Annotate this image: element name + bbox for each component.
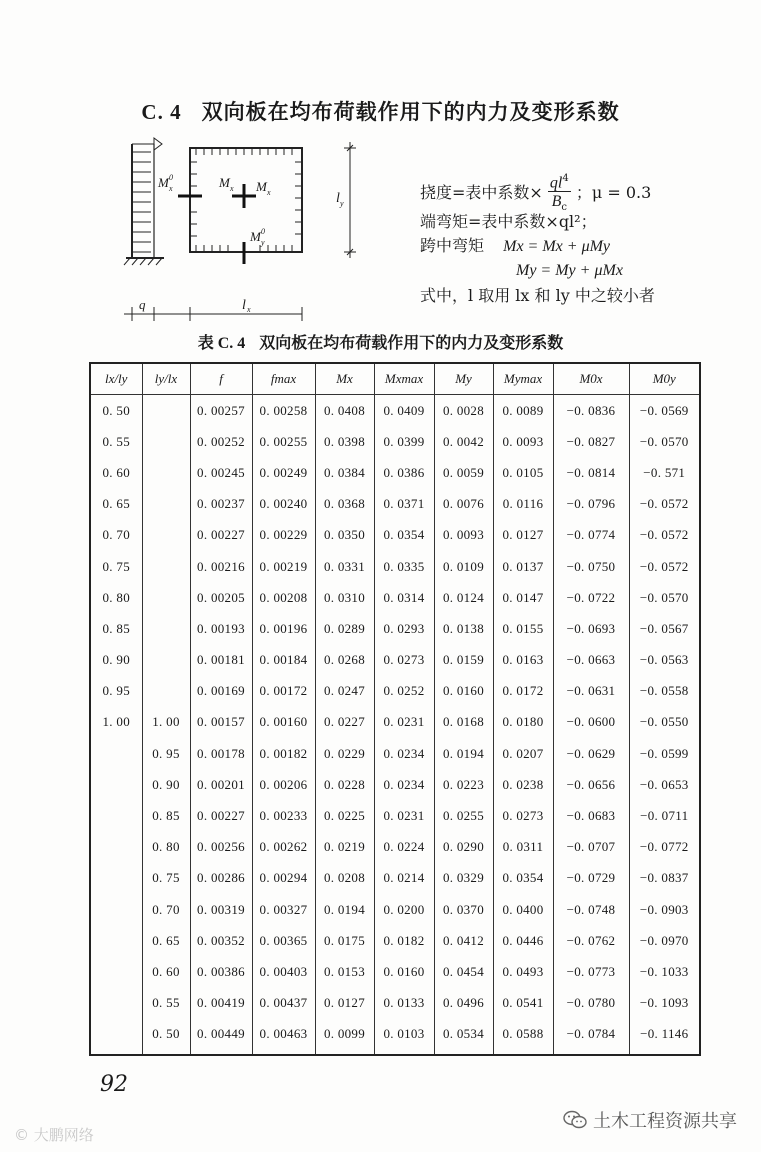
cell-my0: −0. 0837: [629, 863, 700, 894]
cell-mx0: −0. 0663: [553, 645, 629, 676]
cell-mx: 0. 0289: [315, 613, 374, 644]
cell-mxmax: 0. 0252: [374, 676, 434, 707]
cell-ly-lx: [142, 426, 190, 457]
cell-mymax: 0. 0273: [493, 800, 553, 831]
table-title: 双向板在均布荷载作用下的内力及变形系数: [259, 333, 564, 352]
cell-my: 0. 0042: [434, 426, 493, 457]
cell-my: 0. 0076: [434, 489, 493, 520]
cell-f: 0. 00227: [190, 800, 252, 831]
cell-mx: 0. 0227: [315, 707, 374, 738]
formula-end-moment: 端弯矩=表中系数×ql²；: [420, 212, 597, 231]
cell-my0: −0. 1146: [629, 1019, 700, 1055]
cell-my0: −0. 0903: [629, 894, 700, 925]
cell-mymax: 0. 0446: [493, 925, 553, 956]
cell-ly-lx: 0. 50: [142, 1019, 190, 1055]
cell-mx: 0. 0219: [315, 832, 374, 863]
cell-ly-lx: [142, 676, 190, 707]
label-lx-sub: x: [247, 305, 251, 314]
label-ly-sub: y: [340, 199, 344, 208]
header-mxmax: Mxmax: [374, 363, 434, 395]
header-f: f: [190, 363, 252, 395]
table-number: 表 C. 4: [197, 335, 246, 352]
cell-my: 0. 0454: [434, 956, 493, 987]
label-my0-sup: 0: [261, 227, 265, 236]
cell-mxmax: 0. 0386: [374, 457, 434, 488]
cell-my: 0. 0255: [434, 800, 493, 831]
cell-my: 0. 0168: [434, 707, 493, 738]
cell-mxmax: 0. 0354: [374, 520, 434, 551]
cell-mxmax: 0. 0200: [374, 894, 434, 925]
cell-mymax: 0. 0147: [493, 582, 553, 613]
cell-mx: 0. 0368: [315, 489, 374, 520]
cell-my: 0. 0290: [434, 832, 493, 863]
cell-fmax: 0. 00294: [252, 863, 315, 894]
table-row: [90, 395, 700, 427]
cell-my: 0. 0124: [434, 582, 493, 613]
formula-midspan-x: [420, 236, 610, 257]
label-mx0-sub: x: [169, 184, 173, 193]
cell-f: 0. 00193: [190, 613, 252, 644]
cell-my0: −0. 0569: [629, 395, 700, 427]
cell-my: 0. 0412: [434, 925, 493, 956]
cell-lx-ly: 0. 70: [90, 520, 142, 551]
cell-lx-ly: [90, 769, 142, 800]
cell-f: 0. 00319: [190, 894, 252, 925]
header-mx0: M0x: [553, 363, 629, 395]
cell-ly-lx: [142, 489, 190, 520]
cell-fmax: 0. 00403: [252, 956, 315, 987]
label-lx: l: [242, 298, 246, 313]
header-fmax: fmax: [252, 363, 315, 395]
cell-mx: 0. 0208: [315, 863, 374, 894]
cell-ly-lx: 0. 65: [142, 925, 190, 956]
cell-my0: −0. 1033: [629, 956, 700, 987]
cell-my: 0. 0159: [434, 645, 493, 676]
cell-ly-lx: 0. 60: [142, 956, 190, 987]
cell-lx-ly: 0. 90: [90, 645, 142, 676]
cell-fmax: 0. 00327: [252, 894, 315, 925]
cell-mxmax: 0. 0182: [374, 925, 434, 956]
cell-mymax: 0. 0180: [493, 707, 553, 738]
cell-mx0: −0. 0774: [553, 520, 629, 551]
cell-f: 0. 00449: [190, 1019, 252, 1055]
cell-mymax: 0. 0093: [493, 426, 553, 457]
label-my0: M: [250, 229, 261, 244]
cell-fmax: 0. 00208: [252, 582, 315, 613]
source-watermark: © 大鹏网络: [14, 1126, 94, 1144]
cell-f: 0. 00157: [190, 707, 252, 738]
label-ly: l: [336, 191, 340, 206]
cell-my0: −0. 0572: [629, 489, 700, 520]
cell-mx0: −0. 0750: [553, 551, 629, 582]
cell-lx-ly: 0. 80: [90, 582, 142, 613]
cell-fmax: 0. 00219: [252, 551, 315, 582]
cell-mxmax: 0. 0314: [374, 582, 434, 613]
cell-mymax: 0. 0493: [493, 956, 553, 987]
cell-fmax: 0. 00160: [252, 707, 315, 738]
cell-my0: −0. 0653: [629, 769, 700, 800]
cell-my: 0. 0160: [434, 676, 493, 707]
label-mx: M: [219, 175, 230, 190]
cell-mx: 0. 0310: [315, 582, 374, 613]
load-diagram: [124, 138, 164, 265]
cell-f: 0. 00237: [190, 489, 252, 520]
cell-mx0: −0. 0748: [553, 894, 629, 925]
plate-outline: [190, 148, 302, 252]
cell-f: 0. 00252: [190, 426, 252, 457]
cell-lx-ly: [90, 894, 142, 925]
cell-my: 0. 0194: [434, 738, 493, 769]
formula-note: 式中，l 取用 lx 和 ly 中之较小者: [420, 286, 655, 305]
fraction-denominator: B: [551, 193, 562, 211]
cell-my0: −0. 0567: [629, 613, 700, 644]
cell-fmax: 0. 00184: [252, 645, 315, 676]
cell-f: 0. 00256: [190, 832, 252, 863]
cell-my0: −0. 0599: [629, 738, 700, 769]
table-row: [90, 894, 700, 925]
table-row: [90, 426, 700, 457]
cell-mx: 0. 0153: [315, 956, 374, 987]
table-row: [90, 551, 700, 582]
cell-ly-lx: 0. 70: [142, 894, 190, 925]
cell-lx-ly: [90, 800, 142, 831]
table-row: [90, 676, 700, 707]
header-lx-ly: lx/ly: [90, 363, 142, 395]
cell-my: 0. 0223: [434, 769, 493, 800]
cell-my0: −0. 0550: [629, 707, 700, 738]
cell-fmax: 0. 00206: [252, 769, 315, 800]
cell-mxmax: 0. 0409: [374, 395, 434, 427]
cell-mymax: 0. 0089: [493, 395, 553, 427]
cell-mymax: 0. 0163: [493, 645, 553, 676]
cell-fmax: 0. 00196: [252, 613, 315, 644]
brand-watermark: [563, 1107, 737, 1133]
cell-mx0: −0. 0762: [553, 925, 629, 956]
cell-lx-ly: 0. 85: [90, 613, 142, 644]
cell-my: 0. 0059: [434, 457, 493, 488]
cell-f: 0. 00205: [190, 582, 252, 613]
cell-mx: 0. 0331: [315, 551, 374, 582]
cell-fmax: 0. 00229: [252, 520, 315, 551]
table-header-row: [90, 363, 700, 395]
deflection-fraction: [548, 170, 571, 217]
cell-mx0: −0. 0814: [553, 457, 629, 488]
cell-f: 0. 00181: [190, 645, 252, 676]
cell-my: 0. 0109: [434, 551, 493, 582]
cell-mxmax: 0. 0335: [374, 551, 434, 582]
section-title: [0, 96, 761, 126]
cell-f: 0. 00178: [190, 738, 252, 769]
cell-my0: −0. 1093: [629, 988, 700, 1019]
cell-mx0: −0. 0773: [553, 956, 629, 987]
section-heading: 双向板在均布荷载作用下的内力及变形系数: [201, 100, 620, 124]
header-my: My: [434, 363, 493, 395]
cell-mx: 0. 0127: [315, 988, 374, 1019]
cell-mx: 0. 0268: [315, 645, 374, 676]
cell-f: 0. 00419: [190, 988, 252, 1019]
label-mx0-sup: 0: [169, 173, 173, 182]
table-row: [90, 707, 700, 738]
cell-f: 0. 00227: [190, 520, 252, 551]
cell-f: 0. 00216: [190, 551, 252, 582]
cell-my0: −0. 0970: [629, 925, 700, 956]
cell-my0: −0. 0558: [629, 676, 700, 707]
cell-mx0: −0. 0836: [553, 395, 629, 427]
cell-lx-ly: [90, 832, 142, 863]
table-row: [90, 832, 700, 863]
cell-mxmax: 0. 0133: [374, 988, 434, 1019]
cell-mxmax: 0. 0160: [374, 956, 434, 987]
cell-mx: 0. 0175: [315, 925, 374, 956]
cell-my: 0. 0093: [434, 520, 493, 551]
cell-fmax: 0. 00463: [252, 1019, 315, 1055]
cell-mx: 0. 0099: [315, 1019, 374, 1055]
cell-ly-lx: 0. 85: [142, 800, 190, 831]
cell-my0: −0. 0711: [629, 800, 700, 831]
cell-mx: 0. 0247: [315, 676, 374, 707]
cell-my: 0. 0028: [434, 395, 493, 427]
formula-deflection: [420, 170, 651, 217]
table-row: [90, 489, 700, 520]
cell-mxmax: 0. 0371: [374, 489, 434, 520]
label-mx0: M: [158, 175, 169, 190]
cell-my0: −0. 0572: [629, 551, 700, 582]
cell-mxmax: 0. 0293: [374, 613, 434, 644]
cell-mx0: −0. 0600: [553, 707, 629, 738]
cell-my: 0. 0138: [434, 613, 493, 644]
cell-lx-ly: 0. 75: [90, 551, 142, 582]
table-row: [90, 800, 700, 831]
cell-mymax: 0. 0127: [493, 520, 553, 551]
cell-ly-lx: [142, 645, 190, 676]
header-my0: M0y: [629, 363, 700, 395]
fraction-denominator-sub: c: [561, 202, 568, 214]
cell-mxmax: 0. 0231: [374, 707, 434, 738]
cell-my: 0. 0534: [434, 1019, 493, 1055]
table-row: [90, 1019, 700, 1055]
cell-mx: 0. 0229: [315, 738, 374, 769]
cell-my: 0. 0496: [434, 988, 493, 1019]
cell-f: 0. 00386: [190, 956, 252, 987]
cell-mx: 0. 0225: [315, 800, 374, 831]
table-row: [90, 988, 700, 1019]
cell-mxmax: 0. 0214: [374, 863, 434, 894]
cell-mx0: −0. 0631: [553, 676, 629, 707]
cell-my: 0. 0370: [434, 894, 493, 925]
cell-lx-ly: [90, 925, 142, 956]
cell-lx-ly: 0. 95: [90, 676, 142, 707]
cell-mx0: −0. 0722: [553, 582, 629, 613]
table-row: [90, 863, 700, 894]
cell-fmax: 0. 00249: [252, 457, 315, 488]
cell-lx-ly: 0. 50: [90, 395, 142, 427]
cell-mymax: 0. 0541: [493, 988, 553, 1019]
cell-ly-lx: 0. 90: [142, 769, 190, 800]
cell-fmax: 0. 00365: [252, 925, 315, 956]
cell-mx0: −0. 0683: [553, 800, 629, 831]
cell-mx: 0. 0194: [315, 894, 374, 925]
cell-my0: −0. 0772: [629, 832, 700, 863]
cell-my0: −0. 0563: [629, 645, 700, 676]
table-row: [90, 956, 700, 987]
table-row: [90, 520, 700, 551]
cell-mx: 0. 0228: [315, 769, 374, 800]
cell-mx0: −0. 0693: [553, 613, 629, 644]
cell-mxmax: 0. 0103: [374, 1019, 434, 1055]
header-mx: Mx: [315, 363, 374, 395]
cell-mxmax: 0. 0234: [374, 769, 434, 800]
cell-mymax: 0. 0207: [493, 738, 553, 769]
cell-fmax: 0. 00233: [252, 800, 315, 831]
cell-mx: 0. 0350: [315, 520, 374, 551]
cell-mymax: 0. 0137: [493, 551, 553, 582]
cell-lx-ly: 0. 65: [90, 489, 142, 520]
wechat-icon: [563, 1109, 587, 1131]
label-mx-right: M: [256, 179, 267, 194]
table-row: [90, 738, 700, 769]
table-row: [90, 457, 700, 488]
cell-fmax: 0. 00240: [252, 489, 315, 520]
cell-mymax: 0. 0105: [493, 457, 553, 488]
cell-mx0: −0. 0784: [553, 1019, 629, 1055]
cell-mx0: −0. 0827: [553, 426, 629, 457]
page-number: 92: [100, 1072, 128, 1097]
cell-fmax: 0. 00258: [252, 395, 315, 427]
cell-fmax: 0. 00437: [252, 988, 315, 1019]
cell-mymax: 0. 0588: [493, 1019, 553, 1055]
cell-mx0: −0. 0796: [553, 489, 629, 520]
cell-lx-ly: [90, 988, 142, 1019]
cell-f: 0. 00169: [190, 676, 252, 707]
cell-my0: −0. 0572: [629, 520, 700, 551]
brand-name: 土木工程资源共享: [593, 1111, 737, 1132]
cell-mymax: 0. 0155: [493, 613, 553, 644]
label-my0-sub: y: [261, 238, 265, 247]
cell-mx0: −0. 0629: [553, 738, 629, 769]
cell-mx0: −0. 0656: [553, 769, 629, 800]
table-caption: [0, 330, 761, 353]
cell-mx: 0. 0384: [315, 457, 374, 488]
cell-mx: 0. 0408: [315, 395, 374, 427]
cell-ly-lx: 0. 75: [142, 863, 190, 894]
cell-lx-ly: [90, 738, 142, 769]
cell-fmax: 0. 00255: [252, 426, 315, 457]
cell-f: 0. 00352: [190, 925, 252, 956]
formula-midspan-y: [516, 260, 623, 281]
cell-ly-lx: 0. 80: [142, 832, 190, 863]
cell-fmax: 0. 00262: [252, 832, 315, 863]
formula-midspan-label: 跨中弯矩: [420, 236, 485, 255]
formula-midspan-y-eq: My = My + μMx: [516, 262, 623, 279]
cell-mymax: 0. 0311: [493, 832, 553, 863]
cell-fmax: 0. 00182: [252, 738, 315, 769]
cell-mx0: −0. 0707: [553, 832, 629, 863]
fraction-numerator: ql: [549, 174, 563, 192]
cell-mxmax: 0. 0399: [374, 426, 434, 457]
header-mymax: Mymax: [493, 363, 553, 395]
cell-mx0: −0. 0729: [553, 863, 629, 894]
cell-mymax: 0. 0172: [493, 676, 553, 707]
cell-mymax: 0. 0400: [493, 894, 553, 925]
cell-lx-ly: 1. 00: [90, 707, 142, 738]
cell-lx-ly: [90, 956, 142, 987]
cell-ly-lx: [142, 457, 190, 488]
table-row: [90, 769, 700, 800]
cell-ly-lx: [142, 613, 190, 644]
cell-ly-lx: [142, 395, 190, 427]
cell-f: 0. 00201: [190, 769, 252, 800]
cell-ly-lx: 1. 00: [142, 707, 190, 738]
table-row: [90, 645, 700, 676]
formula-deflection-prefix: 挠度=表中系数×: [420, 182, 543, 202]
cell-ly-lx: 0. 95: [142, 738, 190, 769]
table-row: [90, 613, 700, 644]
cell-f: 0. 00257: [190, 395, 252, 427]
cell-my0: −0. 0570: [629, 426, 700, 457]
cell-ly-lx: 0. 55: [142, 988, 190, 1019]
cell-my: 0. 0329: [434, 863, 493, 894]
fraction-numerator-exponent: 4: [562, 173, 569, 184]
cell-lx-ly: [90, 1019, 142, 1055]
cell-f: 0. 00286: [190, 863, 252, 894]
label-mx-sub: x: [230, 184, 234, 193]
formula-midspan-x-eq: Mx = Mx + μMy: [503, 238, 611, 255]
plate-diagram: [118, 134, 368, 324]
cell-lx-ly: 0. 55: [90, 426, 142, 457]
cell-mxmax: 0. 0273: [374, 645, 434, 676]
cell-lx-ly: [90, 863, 142, 894]
header-ly-lx: ly/lx: [142, 363, 190, 395]
cell-my0: −0. 571: [629, 457, 700, 488]
cell-mxmax: 0. 0224: [374, 832, 434, 863]
cell-mx0: −0. 0780: [553, 988, 629, 1019]
cell-mx: 0. 0398: [315, 426, 374, 457]
cell-fmax: 0. 00172: [252, 676, 315, 707]
label-q: q: [139, 297, 146, 312]
cell-my0: −0. 0570: [629, 582, 700, 613]
cell-mymax: 0. 0354: [493, 863, 553, 894]
cell-lx-ly: 0. 60: [90, 457, 142, 488]
cell-mymax: 0. 0116: [493, 489, 553, 520]
table-body: [90, 395, 700, 1055]
coefficient-table: [89, 362, 701, 1056]
label-mx-right-sub: x: [267, 188, 271, 197]
cell-mxmax: 0. 0231: [374, 800, 434, 831]
cell-ly-lx: [142, 551, 190, 582]
section-number: C. 4: [141, 100, 182, 124]
formula-deflection-suffix: ；μ = 0.3: [575, 182, 652, 202]
cell-mymax: 0. 0238: [493, 769, 553, 800]
table-row: [90, 582, 700, 613]
cell-mxmax: 0. 0234: [374, 738, 434, 769]
cell-ly-lx: [142, 520, 190, 551]
cell-f: 0. 00245: [190, 457, 252, 488]
table-row: [90, 925, 700, 956]
cell-ly-lx: [142, 582, 190, 613]
